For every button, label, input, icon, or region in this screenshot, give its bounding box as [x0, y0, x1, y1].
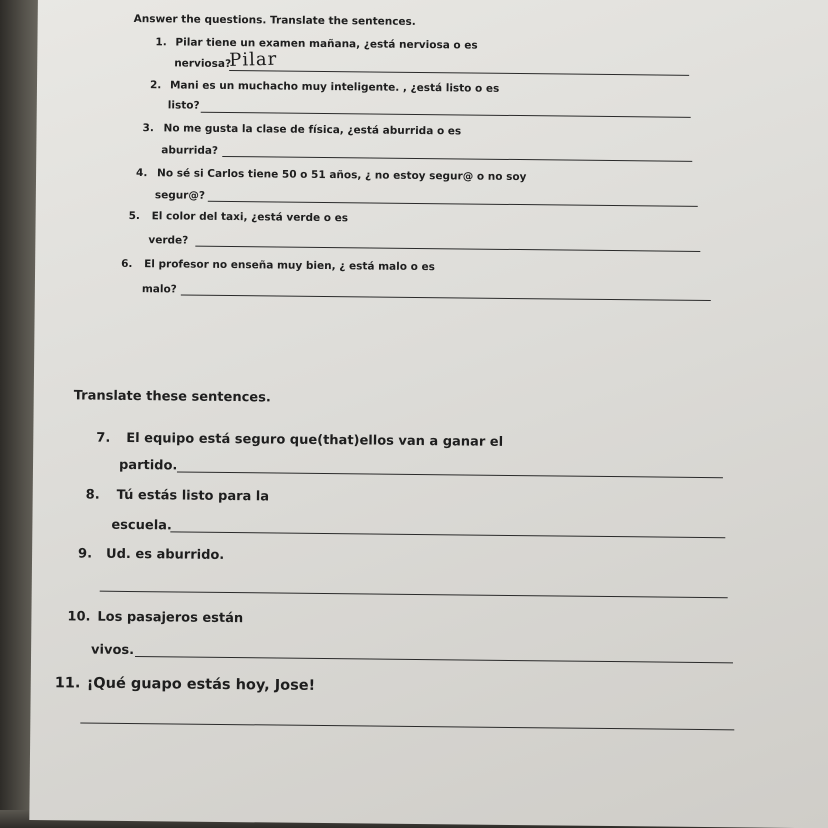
q10-cont: vivos.	[91, 642, 135, 659]
q6-number: 6.	[121, 257, 133, 271]
q1-cont: nerviosa?	[174, 57, 232, 71]
q2-number: 2.	[149, 79, 162, 92]
q1-answer-line	[229, 70, 689, 76]
q4-number: 4.	[136, 167, 148, 180]
instructions: Answer the questions. Translate the sentences.	[133, 13, 416, 28]
q7-number: 7.	[96, 430, 111, 446]
q8-number: 8.	[85, 487, 100, 503]
q6-answer-line	[181, 295, 711, 302]
q9-number: 9.	[78, 546, 93, 562]
part2-title: Translate these sentences.	[73, 388, 271, 406]
q6-text: El profesor no enseña muy bien, ¿ está malo o es	[144, 258, 435, 274]
q2-text: Mani es un muchacho muy inteligente. , ¿está listo o es	[169, 79, 500, 95]
q3-text: No me gusta la clase de física, ¿está aburrida o es	[163, 122, 462, 138]
q1-number: 1.	[155, 36, 167, 49]
q5-text: El color del taxi, ¿está verde o es	[151, 210, 349, 225]
q11-number: 11.	[54, 675, 81, 692]
q2-cont: listo?	[167, 99, 200, 112]
q9-answer-line	[100, 591, 728, 599]
q2-answer-line	[201, 112, 691, 118]
q5-number: 5.	[128, 209, 140, 223]
q1-handwritten-answer: Pilar	[229, 48, 278, 71]
q1-text: Pilar tiene un examen mañana, ¿está nerviosa o es	[175, 36, 478, 52]
q4-answer-line	[208, 201, 698, 207]
q3-cont: aburrida?	[161, 144, 219, 157]
q5-cont: verde?	[148, 234, 189, 247]
q8-text: Tú estás listo para la	[116, 487, 270, 505]
q11-answer-line	[80, 722, 734, 730]
q10-answer-line	[135, 656, 733, 663]
q5-answer-line	[195, 246, 700, 252]
q3-number: 3.	[142, 122, 154, 135]
q7-text: El equipo está seguro que(that)ellos van a ganar el	[126, 430, 504, 450]
q10-number: 10.	[67, 609, 91, 625]
q7-answer-line	[177, 471, 723, 478]
q10-text: Los pasajeros están	[97, 609, 244, 627]
q6-cont: malo?	[141, 283, 177, 296]
q8-cont: escuela.	[111, 517, 172, 534]
q11-text: ¡Qué guapo estás hoy, Jose!	[86, 675, 316, 694]
q4-text: No sé si Carlos tiene 50 o 51 años, ¿ no estoy segur@ o no soy	[157, 167, 527, 184]
q7-cont: partido.	[118, 457, 178, 474]
worksheet	[29, 0, 828, 828]
q4-cont: segur@?	[154, 189, 206, 202]
q8-answer-line	[170, 531, 725, 538]
q9-text: Ud. es aburrido.	[106, 546, 225, 563]
q3-answer-line	[222, 156, 692, 162]
